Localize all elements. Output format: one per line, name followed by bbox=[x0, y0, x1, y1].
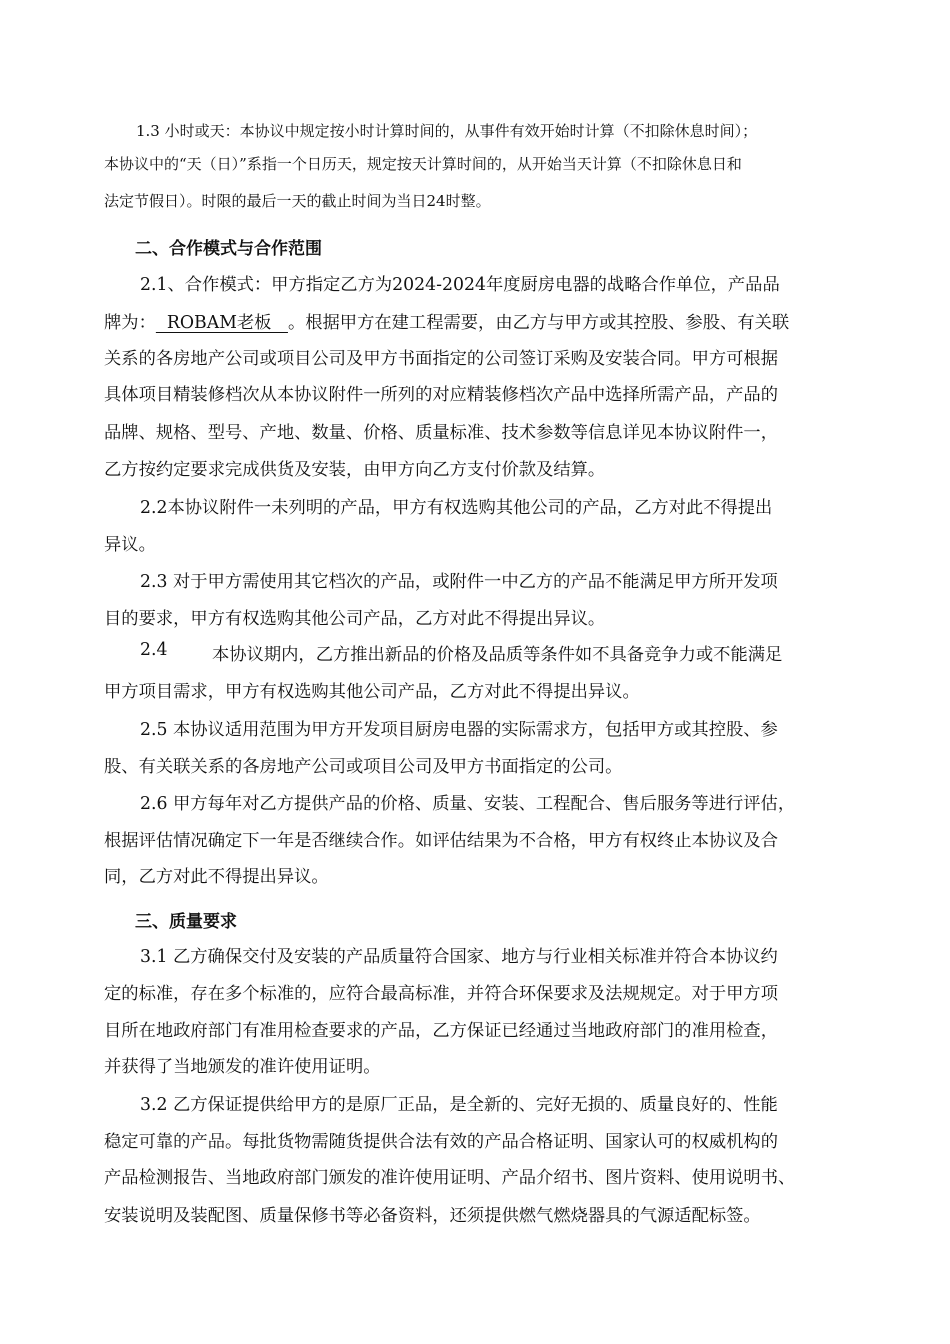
clause-1-3-line-3: 法定节假日）。时限的最后一天的截止时间为当日24时整。 bbox=[104, 192, 491, 210]
clause-3-1-line-4: 并获得了当地颁发的准许使用证明。 bbox=[104, 1057, 381, 1077]
clause-2-6-line-3: 同，乙方对此不得提出异议。 bbox=[104, 867, 329, 887]
clause-2-3-line-1: 2.3 对于甲方需使用其它档次的产品，或附件一中乙方的产品不能满足甲方所开发项 bbox=[140, 572, 778, 592]
clause-3-1-line-3: 目所在地政府部门有准用检查要求的产品，乙方保证已经通过当地政府部门的准用检查， bbox=[104, 1021, 778, 1041]
clause-2-6-line-1: 2.6 甲方每年对乙方提供产品的价格、质量、安装、工程配合、售后服务等进行评估， bbox=[140, 794, 796, 814]
clause-1-3-line-1: 1.3 小时或天：本协议中规定按小时计算时间的，从事件有效开始时计算（不扣除休息时间）； bbox=[136, 122, 758, 140]
brand-underlined: ROBAM老板 bbox=[155, 313, 288, 333]
clause-2-2-line-2: 异议。 bbox=[104, 535, 156, 555]
clause-2-6-line-2: 根据评估情况确定下一年是否继续合作。如评估结果为不合格，甲方有权终止本协议及合 bbox=[104, 831, 778, 851]
clause-2-4-line-2: 甲方项目需求，甲方有权选购其他公司产品，乙方对此不得提出异议。 bbox=[104, 682, 640, 702]
clause-2-1-line-2 bbox=[104, 308, 789, 333]
clause-3-2-line-3: 产品检测报告、当地政府部门颁发的准许使用证明、产品介绍书、图片资料、使用说明书、 bbox=[104, 1168, 796, 1188]
clause-2-4-number: 2.4 bbox=[140, 640, 168, 660]
clause-3-1-line-2: 定的标准，存在多个标准的，应符合最高标准，并符合环保要求及法规规定。对于甲方项 bbox=[104, 984, 778, 1004]
clause-2-5-line-2: 股、有关联关系的各房地产公司或项目公司及甲方书面指定的公司。 bbox=[104, 757, 623, 777]
clause-1-3-line-2: 本协议中的“天（日）”系指一个日历天，规定按天计算时间的，从开始当天计算（不扣除休息日和 bbox=[104, 155, 742, 173]
clause-3-2-line-1: 3.2 乙方保证提供给甲方的是原厂正品，是全新的、完好无损的、质量良好的、性能 bbox=[140, 1095, 778, 1115]
section-2-heading: 二、合作模式与合作范围 bbox=[135, 239, 322, 259]
clause-2-4-line-1: 本协议期内，乙方推出新品的价格及品质等条件如不具备竞争力或不能满足 bbox=[212, 645, 783, 665]
clause-3-2-line-2: 稳定可靠的产品。每批货物需随货提供合法有效的产品合格证明、国家认可的权威机构的 bbox=[104, 1132, 778, 1152]
clause-2-1-line-6: 乙方按约定要求完成供货及安装，由甲方向乙方支付价款及结算。 bbox=[104, 460, 606, 480]
brand-prefix: 牌为： bbox=[104, 313, 156, 333]
clause-2-3-line-2: 目的要求，甲方有权选购其他公司产品，乙方对此不得提出异议。 bbox=[104, 609, 606, 629]
clause-3-2-line-4: 安装说明及装配图、质量保修书等必备资料，还须提供燃气燃烧器具的气源适配标签。 bbox=[104, 1206, 761, 1226]
clause-2-1-line-3: 关系的各房地产公司或项目公司及甲方书面指定的公司签订采购及安装合同。甲方可根据 bbox=[104, 349, 778, 369]
clause-2-1-line-4: 具体项目精装修档次从本协议附件一所列的对应精装修档次产品中选择所需产品，产品的 bbox=[104, 385, 778, 405]
clause-3-1-line-1: 3.1 乙方确保交付及安装的产品质量符合国家、地方与行业相关标准并符合本协议约 bbox=[140, 947, 778, 967]
brand-suffix: 。根据甲方在建工程需要，由乙方与甲方或其控股、参股、有关联 bbox=[287, 313, 790, 333]
clause-2-1-line-1: 2.1、合作模式：甲方指定乙方为2024-2024年度厨房电器的战略合作单位，产品品 bbox=[140, 275, 780, 295]
clause-2-5-line-1: 2.5 本协议适用范围为甲方开发项目厨房电器的实际需求方，包括甲方或其控股、参 bbox=[140, 720, 778, 740]
section-3-heading: 三、质量要求 bbox=[135, 912, 237, 932]
clause-2-2-line-1: 2.2本协议附件一未列明的产品，甲方有权选购其他公司的产品，乙方对此不得提出 bbox=[140, 498, 773, 518]
clause-2-1-line-5: 品牌、规格、型号、产地、数量、价格、质量标准、技术参数等信息详见本协议附件一， bbox=[104, 423, 778, 443]
